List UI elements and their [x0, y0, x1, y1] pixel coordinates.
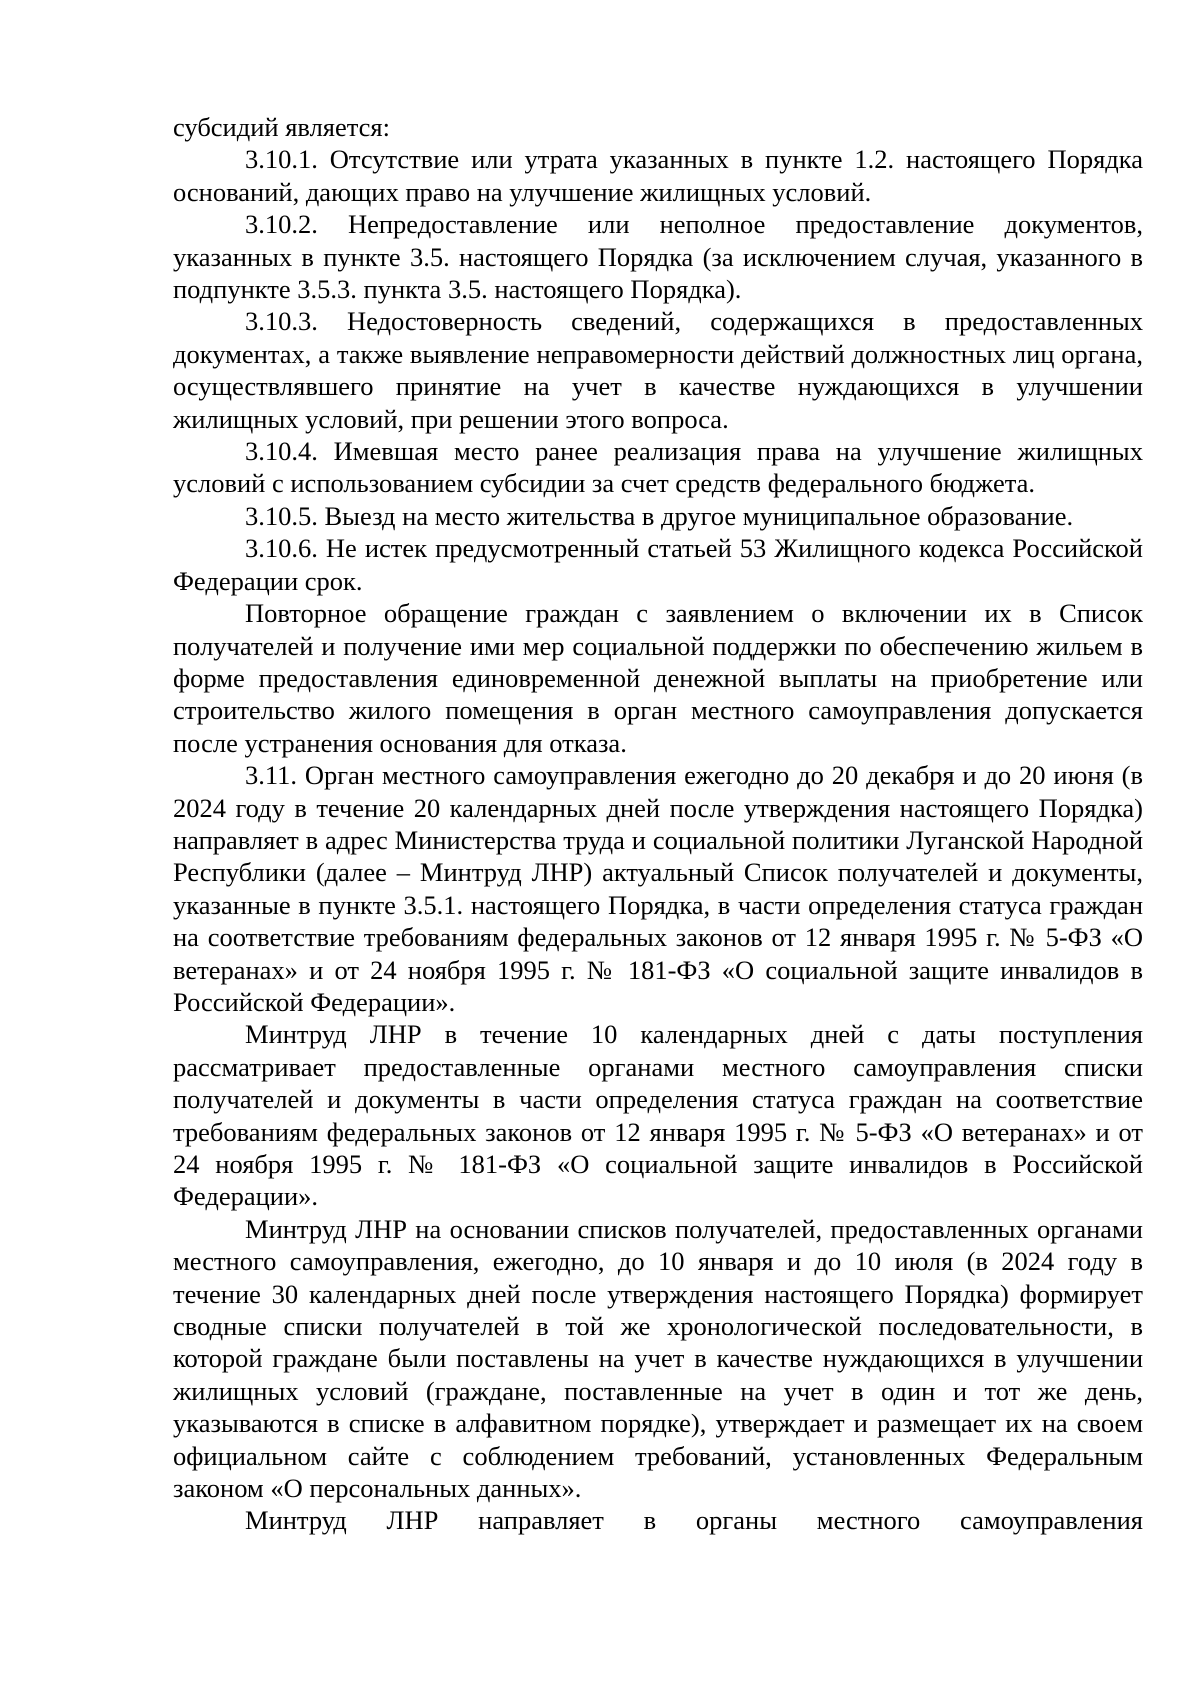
paragraph-3-10-6: 3.10.6. Не истек предусмотренный статьей 53 Жилищного кодекса Российской Федерации срок. — [173, 533, 1143, 596]
paragraph-3-10-2: 3.10.2. Непредоставление или неполное предоставление документов, указанных в пункте 3.5. настоящего Порядка (за исключением случая, указанного в подпункте 3.5.3. пункта 3.5. настоящего Порядка). — [173, 209, 1143, 305]
paragraph-3-10-3: 3.10.3. Недостоверность сведений, содержащихся в предоставленных документах, а также выявление неправомерности действий должностных лиц органа, осуществлявшего принятие на учет в качестве нуждающихся в улучшении жилищных условий, при решении этого вопроса. — [173, 306, 1143, 434]
paragraph-continuation: субсидий является: — [173, 112, 390, 142]
paragraph-repeat-application: Повторное обращение граждан с заявлением о включении их в Список получателей и получение ими мер социальной поддержки по обеспечению жильем в форме предоставления единовременной денежной выплаты на приобретение или строительство жилого помещения в орган местного самоуправления допускается после устранения основания для отказа. — [173, 598, 1143, 758]
paragraph-mintrud-sends: Минтруд ЛНР направляет в органы местного самоуправления — [245, 1505, 1143, 1536]
paragraph-3-10-4: 3.10.4. Имевшая место ранее реализация права на улучшение жилищных условий с использованием субсидии за счет средств федерального бюджета. — [173, 436, 1143, 499]
paragraph-3-10-5: 3.10.5. Выезд на место жительства в другое муниципальное образование. — [245, 500, 1074, 531]
document-body — [173, 111, 1143, 1537]
paragraph-mintrud-review: Минтруд ЛНР в течение 10 календарных дней с даты поступления рассматривает предоставленные органами местного самоуправления списки получателей и документы в части определения статуса граждан на соответствие требованиям федеральных законов от 12 января 1995 г. № 5-ФЗ «О ветеранах» и от 24 ноября 1995 г. № 181-ФЗ «О социальной защите инвалидов в Российской Федерации». — [173, 1019, 1143, 1212]
paragraph-mintrud-lists: Минтруд ЛНР на основании списков получателей, предоставленных органами местного самоуправления, ежегодно, до 10 января и до 10 июля (в 2024 году в течение 30 календарных дней после утверждения настоящего Порядка) формирует сводные списки получателей в той же хронологической последовательности, в которой граждане были поставлены на учет в качестве нуждающихся в улучшении жилищных условий (граждане, поставленные на учет в один и тот же день, указываются в списке в алфавитном порядке), утверждает и размещает их на своем официальном сайте с соблюдением требований, установленных Федеральным законом «О персональных данных». — [173, 1213, 1143, 1504]
paragraph-3-10-1: 3.10.1. Отсутствие или утрата указанных в пункте 1.2. настоящего Порядка оснований, дающих право на улучшение жилищных условий. — [173, 144, 1143, 207]
paragraph-3-11: 3.11. Орган местного самоуправления ежегодно до 20 декабря и до 20 июня (в 2024 году в течение 20 календарных дней после утверждения настоящего Порядка) направляет в адрес Министерства труда и социальной политики Луганской Народной Республики (далее – Минтруд ЛНР) актуальный Список получателей и документы, указанные в пункте 3.5.1. настоящего Порядка, в части определения статуса граждан на соответствие требованиям федеральных законов от 12 января 1995 г. № 5-ФЗ «О ветеранах» и от 24 ноября 1995 г. № 181-ФЗ «О социальной защите инвалидов в Российской Федерации». — [173, 760, 1143, 1017]
